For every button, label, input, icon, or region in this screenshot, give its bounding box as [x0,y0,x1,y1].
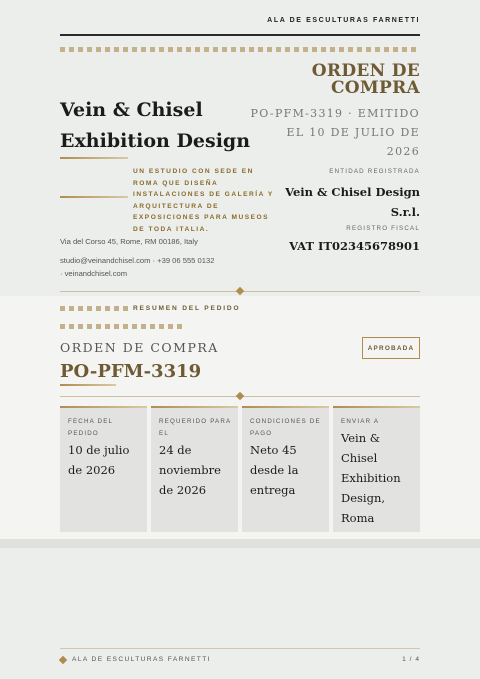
company-contact: studio@veinandchisel.com · +39 06 555 0132 [60,256,215,265]
card-accent [151,406,238,408]
footer-rule [60,648,420,649]
footer-org: ALA DE ESCULTURAS FARNETTI [72,656,211,663]
section-dots [60,306,128,311]
header-rule [60,34,420,36]
card-label: ENVIAR A [341,418,380,425]
card-order-date [60,406,147,532]
band-bottom-strip [0,539,480,548]
card-value: 10 de julio de 2026 [68,443,130,477]
card-required-date [151,406,238,532]
summary-po-number: PO-PFM-3319 [60,361,202,382]
section-label: RESUMEN DEL PEDIDO [133,305,241,312]
card-label: REQUERIDO PARA EL [159,418,232,437]
company-tagline: UN ESTUDIO CON SEDE EN ROMA QUE DISEÑA INSTALACIONES DE GALERÍA Y ARQUITECTURA DE EXPOSICIONES PARA MUSEOS DE TODA ITALIA. [133,168,274,233]
company-name: Vein & Chisel Exhibition Design [60,99,251,152]
divider-diamond [236,287,244,295]
card-value: Neto 45 desde la entrega [250,443,299,497]
order-subtitle: PO-PFM-3319 · EMITIDO EL 10 DE JULIO DE 2026 [250,107,420,158]
po-underline [60,384,116,386]
card-value: Vein & Chisel Exhibition Design, Roma [341,431,401,525]
card-label: CONDICIONES DE PAGO [250,418,321,437]
entity-label: ENTIDAD REGISTRADA [329,168,420,175]
card-accent [333,406,420,408]
footer-diamond-icon [59,656,67,664]
company-address: Via del Corso 45, Rome, RM 00186, Italy [60,237,198,246]
card-accent [60,406,147,408]
company-website: · veinandchisel.com [60,269,128,278]
card-accent [242,406,329,408]
entity-value: Vein & Chisel Design S.r.l. [285,185,420,219]
card-ship-to [333,406,420,532]
tagline-rule [60,196,128,198]
section-dots-2 [60,324,184,329]
tax-value: VAT IT02345678901 [289,239,420,253]
status-badge: APROBADA [362,337,420,359]
order-title: ORDEN DE COMPRA [311,61,420,98]
tax-label: REGISTRO FISCAL [346,225,420,232]
card-value: 24 de noviembre de 2026 [159,443,221,497]
card-payment-terms [242,406,329,532]
summary-label: ORDEN DE COMPRA [60,340,219,355]
brand-underline [60,157,128,159]
footer-page-number: 1 / 4 [402,656,420,663]
header-dots [60,47,420,52]
header-org: ALA DE ESCULTURAS FARNETTI [267,17,420,24]
card-label: FECHA DEL PEDIDO [68,418,113,437]
